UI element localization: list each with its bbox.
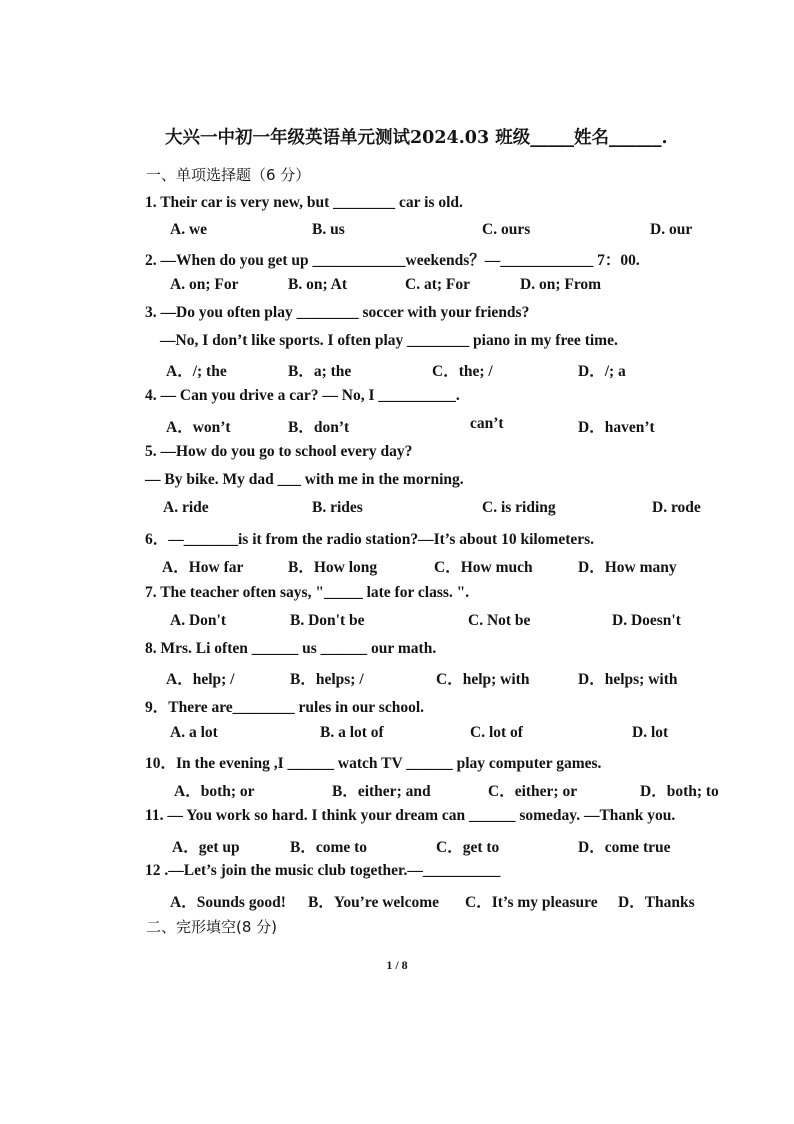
question-8-option-a: A．help; / (166, 671, 235, 688)
question-3-options (0, 359, 794, 381)
question-6-option-c: C．How much (434, 559, 533, 576)
question-4-option-a: A．won’t (166, 419, 231, 436)
question-12-options (0, 890, 794, 912)
question-4-option-c: can’t (470, 415, 504, 432)
question-3-option-d: D．/; a (578, 363, 626, 380)
question-11-option-b: B．come to (290, 839, 368, 856)
question-9-option-d: D. lot (632, 724, 669, 741)
question-10-option-a: A．both; or (174, 783, 255, 800)
question-4-option-b: B．don’t (288, 419, 350, 436)
question-2-option-c: C. at; For (405, 276, 470, 293)
question-5-stem-2: — By bike. My dad ___ with me in the morning. (145, 471, 464, 488)
question-8-option-d: D．helps; with (578, 671, 678, 688)
question-9-stem: 9．There are________ rules in our school. (145, 699, 425, 716)
question-3-option-b: B．a; the (288, 363, 352, 380)
question-2-option-a: A. on; For (170, 276, 239, 293)
question-5-option-d: D. rode (652, 499, 701, 516)
question-6-option-d: D．How many (578, 559, 677, 576)
question-5-options (0, 499, 794, 521)
question-8-options (0, 667, 794, 689)
question-5-option-c: C. is riding (482, 499, 556, 516)
question-2-stem: 2. —When do you get up ____________weekends？—____________ 7：00. (145, 252, 640, 269)
question-1-option-a: A. we (170, 221, 208, 238)
question-8-option-c: C．help; with (436, 671, 530, 688)
question-1-option-b: B. us (312, 221, 345, 238)
question-6-stem: 6．—_______is it from the radio station?—It’s about 10 kilometers. (145, 531, 595, 548)
question-1-option-d: D. our (650, 221, 693, 238)
question-11-option-d: D．come true (578, 839, 671, 856)
question-1-options (0, 221, 794, 243)
question-1-stem: 1. Their car is very new, but ________ car is old. (145, 194, 463, 211)
question-5-option-a: A. ride (163, 499, 209, 516)
question-10-options (0, 779, 794, 801)
question-9-option-b: B. a lot of (320, 724, 384, 741)
question-7-option-d: D. Doesn't (612, 612, 681, 629)
question-3-option-c: C．the; / (432, 363, 493, 380)
exam-title: 大兴一中初一年级英语单元测试2024.03 班级_____姓名______. (165, 128, 668, 148)
question-5-option-b: B. rides (312, 499, 363, 516)
question-3-stem-1: 3. —Do you often play ________ soccer with your friends? (145, 304, 530, 321)
question-12-option-b: B．You’re welcome (308, 894, 440, 911)
question-3-stem-2: —No, I don’t like sports. I often play ________ piano in my free time. (160, 332, 618, 349)
question-9-option-a: A. a lot (170, 724, 218, 741)
question-12-option-d: D．Thanks (618, 894, 695, 911)
question-1-option-c: C. ours (482, 221, 531, 238)
question-4-stem: 4. — Can you drive a car? — No, I __________. (145, 387, 460, 404)
question-10-option-d: D．both; to (640, 783, 719, 800)
section-heading-cloze: 二、完形填空(8 分) (146, 918, 278, 936)
question-11-options (0, 835, 794, 857)
question-8-stem: 8. Mrs. Li often ______ us ______ our math. (145, 640, 437, 657)
question-12-option-a: A．Sounds good! (170, 894, 286, 911)
question-11-option-c: C．get to (436, 839, 500, 856)
question-7-option-b: B. Don't be (290, 612, 365, 629)
question-10-option-c: C．either; or (488, 783, 578, 800)
question-4-option-d: D．haven’t (578, 419, 655, 436)
question-7-options (0, 612, 794, 634)
question-10-option-b: B．either; and (332, 783, 431, 800)
question-7-option-a: A. Don't (170, 612, 226, 629)
question-11-stem: 11. — You work so hard. I think your dream can ______ someday. —Thank you. (145, 807, 676, 824)
question-7-option-c: C. Not be (468, 612, 531, 629)
question-9-option-c: C. lot of (470, 724, 523, 741)
question-7-stem: 7. The teacher often says, "_____ late for class. ". (145, 584, 470, 601)
question-8-option-b: B．helps; / (290, 671, 364, 688)
question-9-options (0, 724, 794, 746)
question-5-stem-1: 5. —How do you go to school every day? (145, 443, 413, 460)
section-heading-multiple-choice: 一、单项选择题（6 分） (146, 166, 311, 184)
question-6-options (0, 555, 794, 577)
question-4-options (0, 415, 794, 437)
question-2-option-d: D. on; From (520, 276, 602, 293)
question-6-option-a: A．How far (162, 559, 244, 576)
question-6-option-b: B．How long (288, 559, 378, 576)
question-10-stem: 10．In the evening ,I ______ watch TV ______ play computer games. (145, 755, 602, 772)
question-2-option-b: B. on; At (288, 276, 347, 293)
question-3-option-a: A．/; the (166, 363, 227, 380)
question-2-options (0, 276, 794, 298)
question-12-stem: 12 .—Let’s join the music club together.—__________ (145, 862, 501, 879)
page-number: 1 / 8 (386, 958, 408, 972)
question-11-option-a: A．get up (172, 839, 240, 856)
question-12-option-c: C．It’s my pleasure (465, 894, 598, 911)
